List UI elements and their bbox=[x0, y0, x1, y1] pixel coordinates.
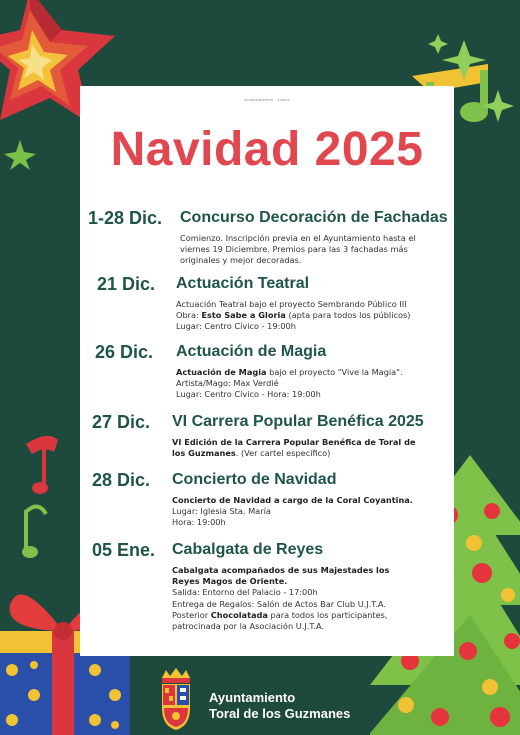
event-detail-text: Cabalgata acompañados de sus Majestades los bbox=[172, 565, 390, 575]
event-detail-line bbox=[180, 255, 416, 266]
event-detail-text: (apta para todos los públicos) bbox=[285, 310, 411, 321]
program-sheet bbox=[80, 86, 454, 656]
event-detail-line bbox=[180, 233, 416, 244]
event-title: VI Carrera Popular Benéfica 2025 bbox=[172, 413, 424, 430]
event-detail-text: Esto Sabe a Gloria bbox=[201, 310, 286, 321]
event-detail-text: Lugar: Iglesia Sta. María bbox=[172, 506, 271, 517]
event-date: 1-28 Dic. bbox=[88, 208, 163, 228]
event-detail-line bbox=[176, 310, 410, 321]
event-details bbox=[172, 437, 416, 459]
event-detail-text: bajo el proyecto "Vive la Magia". bbox=[266, 367, 403, 377]
coat-of-arms-icon bbox=[158, 668, 194, 730]
music-note-icon bbox=[18, 430, 68, 570]
footer-line-1: Ayuntamiento bbox=[209, 690, 296, 705]
event-detail-text: Posterior bbox=[172, 609, 211, 620]
event-detail-line bbox=[172, 506, 413, 517]
page-title: Navidad 2025 bbox=[110, 123, 424, 176]
event-detail-text: VI Edición de la Carrera Popular Benéfica de Toral de bbox=[172, 437, 416, 447]
event-detail-line bbox=[172, 599, 389, 610]
event-detail-text: Obra: bbox=[176, 310, 202, 321]
event-detail-text: Hora: 19:00h bbox=[172, 517, 226, 528]
event-details bbox=[176, 367, 403, 401]
footer-line-2: Toral de los Guzmanes bbox=[209, 706, 351, 721]
event-date: 26 Dic. bbox=[95, 342, 154, 362]
event-detail-line bbox=[176, 378, 403, 389]
event-detail-text: Reyes Magos de Oriente. bbox=[172, 576, 288, 587]
event-detail-text: Actuación Teatral bajo el proyecto Sembrando Público III bbox=[176, 299, 407, 309]
event-detail-line bbox=[172, 565, 389, 576]
event-details bbox=[172, 565, 389, 632]
event-detail-line bbox=[176, 389, 403, 400]
event-date: 05 Ene. bbox=[92, 540, 156, 560]
event-detail-line bbox=[172, 621, 389, 632]
event-title: Concierto de Navidad bbox=[172, 471, 337, 488]
event-detail-line bbox=[172, 495, 413, 506]
event-title: Cabalgata de Reyes bbox=[172, 541, 324, 558]
event-detail-line bbox=[172, 517, 413, 528]
event-detail-text: para todos los participantes, bbox=[267, 609, 388, 620]
event-details bbox=[172, 495, 413, 529]
event-detail-line bbox=[176, 299, 410, 310]
event-title: Concurso Decoración de Fachadas bbox=[180, 209, 448, 226]
event-date: 27 Dic. bbox=[92, 412, 151, 432]
event-detail-line bbox=[180, 244, 416, 255]
event-detail-line bbox=[172, 587, 389, 598]
event-detail-text: originales y mejor decoradas. bbox=[180, 255, 302, 266]
event-detail-text: Artista/Mago: Max Verdié bbox=[176, 378, 279, 389]
event-detail-text: los Guzmanes bbox=[172, 448, 236, 459]
event-detail-text: Salida: Entorno del Palacio - 17:00h bbox=[172, 587, 318, 598]
event-detail-line bbox=[176, 321, 410, 332]
event-detail-text: . (Ver cartel específico) bbox=[235, 448, 331, 459]
event-title: Actuación de Magia bbox=[176, 343, 327, 360]
event-detail-line bbox=[172, 576, 389, 587]
footer-signature bbox=[209, 690, 350, 722]
small-header-text: AYUNTAMIENTO · TORAL bbox=[243, 98, 291, 102]
event-details bbox=[180, 233, 416, 267]
event-detail-text: Chocolatada bbox=[210, 609, 268, 620]
event-detail-text: viernes 19 Diciembre. Premios para las 3 fachadas más bbox=[180, 244, 408, 255]
event-detail-text: Concierto de Navidad a cargo de la Coral Coyantina. bbox=[172, 495, 413, 505]
event-detail-text: Actuación de Magia bbox=[176, 367, 267, 377]
event-detail-line bbox=[176, 367, 403, 378]
event-detail-text: Lugar: Centro Cívico - 19:00h bbox=[176, 321, 296, 332]
event-detail-text: patrocinada por la Asociación U.J.T.A. bbox=[172, 621, 325, 632]
event-detail-line bbox=[172, 448, 416, 459]
event-title: Actuación Teatral bbox=[176, 275, 310, 292]
event-date: 21 Dic. bbox=[97, 274, 156, 294]
event-date: 28 Dic. bbox=[92, 470, 151, 490]
event-detail-text: Entrega de Regalos: Salón de Actos Bar Club U.J.T.A. bbox=[172, 598, 386, 609]
event-detail-text: Comienzo. Inscripción previa en el Ayuntamiento hasta el bbox=[180, 233, 416, 243]
event-detail-text: Lugar: Centro Cívico - Hora: 19:00h bbox=[176, 389, 321, 400]
event-details bbox=[176, 299, 410, 333]
event-detail-line bbox=[172, 610, 389, 621]
event-detail-line bbox=[172, 437, 416, 448]
